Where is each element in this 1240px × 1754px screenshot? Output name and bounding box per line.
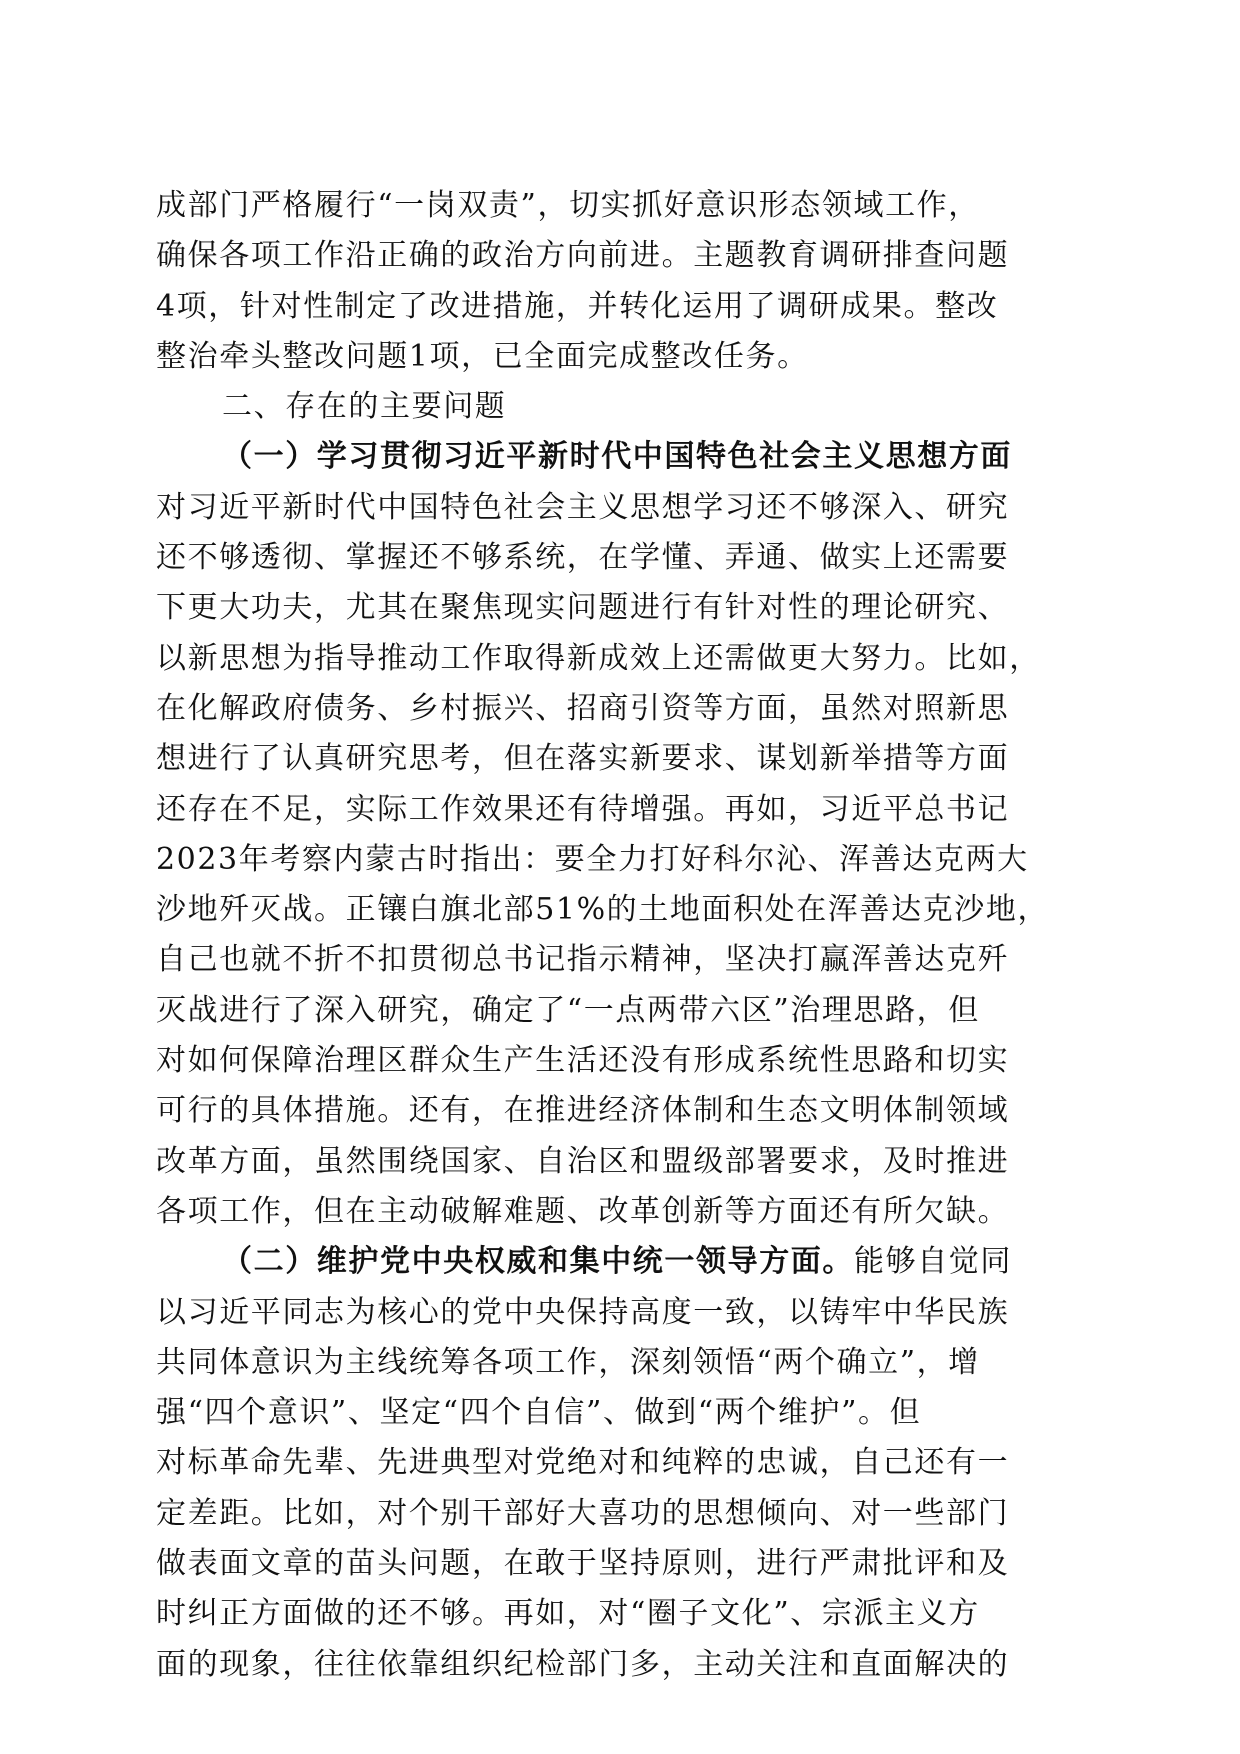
paragraph-line: 可行的具体措施。还有，在推进经济体制和生态文明体制领域 — [156, 1093, 1010, 1129]
paragraph-line: 成部门严格履行“一岗双责”，切实抓好意识形态领域工作， — [156, 188, 980, 223]
subsection-2-first-line — [156, 1237, 1086, 1287]
document-body — [156, 181, 1086, 1690]
paragraph-line: 时纠正方面做的还不够。再如，对“圈子文化”、宗派主义方 — [156, 1596, 980, 1632]
paragraph-line: 想进行了认真研究思考，但在落实新要求、谋划新举措等方面 — [156, 741, 1010, 777]
paragraph-line: 做表面文章的苗头问题，在敢于坚持原则，进行严肃批评和及 — [156, 1546, 1010, 1582]
paragraph-line: 以新思想为指导推动工作取得新成效上还需做更大努力。比如， — [156, 640, 1041, 676]
paragraph-line: 确保各项工作沿正确的政治方向前进。主题教育调研排查问题 — [156, 238, 1010, 274]
paragraph-line: 沙地歼灭战。正镶白旗北部51%的土地面积处在浑善达克沙地， — [156, 892, 1050, 928]
paragraph-line: 定差距。比如，对个别干部好大喜功的思想倾向、对一些部门 — [156, 1495, 1010, 1531]
paragraph-line: 对标革命先辈、先进典型对党绝对和纯粹的忠诚，自己还有一 — [156, 1445, 1010, 1481]
paragraph-line: 下更大功夫，尤其在聚焦现实问题进行有针对性的理论研究、 — [156, 590, 1010, 626]
paragraph-line: 各项工作，但在主动破解难题、改革创新等方面还有所欠缺。 — [156, 1193, 1010, 1229]
subsection-title-2: （二）维护党中央权威和集中统一领导方面。 — [222, 1244, 854, 1280]
paragraph-line: 强“四个意识”、坚定“四个自信”、做到“两个维护”。但 — [156, 1395, 922, 1431]
paragraph-line: 对如何保障治理区群众生产生活还没有形成系统性思路和切实 — [156, 1043, 1010, 1079]
paragraph-text: 能够自觉同 — [854, 1244, 1012, 1280]
paragraph-line: 面的现象，往往依靠组织纪检部门多，主动关注和直面解决的 — [156, 1646, 1010, 1682]
paragraph-line: 还存在不足，实际工作效果还有待增强。再如，习近平总书记 — [156, 791, 1010, 827]
paragraph-line: 2023年考察内蒙古时指出：要全力打好科尔沁、浑善达克两大 — [156, 841, 1029, 877]
paragraph-line: 自己也就不折不扣贯彻总书记指示精神，坚决打赢浑善达克歼 — [156, 942, 1010, 978]
paragraph-line: 对习近平新时代中国特色社会主义思想学习还不够深入、研究 — [156, 489, 1010, 525]
section-heading: 二、存在的主要问题 — [222, 389, 507, 425]
paragraph-line: 共同体意识为主线统筹各项工作，深刻领悟“两个确立”，增 — [156, 1344, 980, 1380]
subsection-title-1: （一）学习贯彻习近平新时代中国特色社会主义思想方面 — [222, 439, 1012, 475]
paragraph-line: 灭战进行了深入研究，确定了“一点两带六区”治理思路，但 — [156, 992, 980, 1028]
paragraph-line: 以习近平同志为核心的党中央保持高度一致，以铸牢中华民族 — [156, 1294, 1010, 1330]
paragraph-line: 在化解政府债务、乡村振兴、招商引资等方面，虽然对照新思 — [156, 690, 1010, 726]
paragraph-line: 整治牵头整改问题1项，已全面完成整改任务。 — [156, 338, 809, 374]
paragraph-line: 还不够透彻、掌握还不够系统，在学懂、弄通、做实上还需要 — [156, 540, 1010, 576]
paragraph-line: 4项，针对性制定了改进措施，并转化运用了调研成果。整改 — [156, 288, 999, 324]
paragraph-line: 改革方面，虽然围绕国家、自治区和盟级部署要求，及时推进 — [156, 1143, 1010, 1179]
